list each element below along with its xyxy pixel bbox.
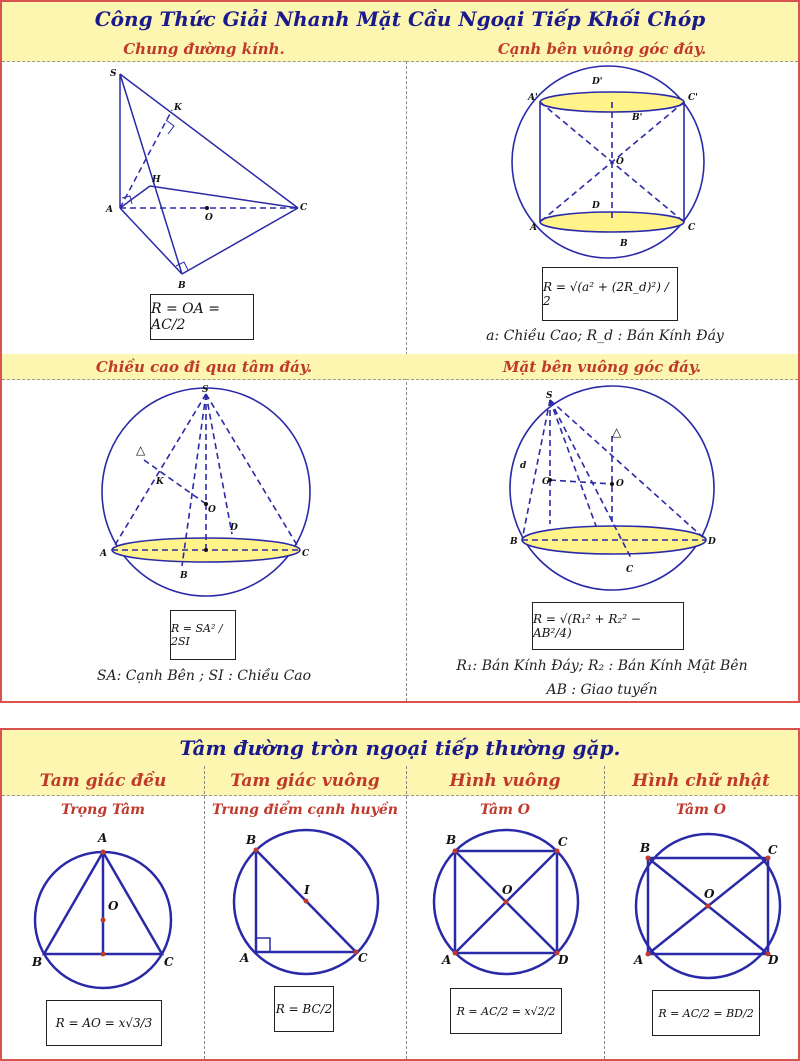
svg-text:S: S (110, 69, 117, 79)
svg-text:C: C (358, 951, 368, 965)
bottom-panel (0, 728, 800, 1061)
heading-square: Hình vuông (406, 766, 604, 796)
svg-text:K: K (174, 103, 182, 113)
svg-text:D: D (230, 523, 238, 533)
svg-text:A: A (100, 549, 107, 559)
svg-text:D: D (558, 953, 569, 967)
cell-heading-common-diameter: Chung đường kính. (2, 36, 406, 62)
svg-text:O: O (616, 157, 624, 167)
svg-text:D': D' (592, 77, 603, 87)
svg-text:O: O (704, 887, 715, 901)
svg-text:H: H (152, 175, 161, 185)
note-lateral-face: R₁: Bán Kính Đáy; R₂ : Bán Kính Mặt Bên (456, 658, 748, 674)
heading-rectangle: Hình chữ nhật (604, 766, 798, 796)
formula-lateral-edge-text: R = √(a² + (2R_d)²) / 2 (543, 280, 669, 308)
svg-text:B: B (246, 833, 257, 847)
svg-text:D: D (592, 201, 600, 211)
svg-text:B: B (640, 841, 651, 855)
svg-text:O: O (616, 479, 624, 489)
svg-text:D: D (768, 953, 779, 967)
svg-text:△: △ (136, 443, 146, 457)
svg-text:C: C (558, 835, 568, 849)
svg-text:S: S (546, 391, 553, 401)
svg-text:S: S (202, 385, 209, 395)
figure-lateral-edge (406, 62, 798, 262)
formula-rectangle (652, 990, 760, 1036)
cell-heading-lateral-edge: Cạnh bên vuông góc đáy. (406, 36, 798, 62)
note-lateral-edge: a: Chiều Cao; R_d : Bán Kính Đáy (486, 328, 724, 344)
svg-text:C': C' (688, 93, 698, 103)
figure-height-through-center (2, 380, 406, 610)
svg-text:O: O (502, 883, 513, 897)
formula-lateral-edge (542, 267, 678, 321)
svg-text:△: △ (612, 425, 622, 439)
heading-right-triangle: Tam giác vuông (204, 766, 406, 796)
bottom-title: Tâm đường tròn ngoại tiếp thường gặp. (2, 730, 798, 767)
svg-text:A: A (240, 951, 250, 965)
formula-rectangle-text: R = AC/2 = BD/2 (658, 1006, 754, 1020)
svg-text:A': A' (528, 93, 538, 103)
sub-equilateral: Trọng Tâm (61, 802, 145, 818)
cell-heading-lateral-face: Mặt bên vuông góc đáy. (406, 354, 798, 380)
note2-lateral-face: AB : Giao tuyến (546, 682, 658, 698)
svg-text:D: D (708, 537, 716, 547)
svg-text:B: B (32, 955, 43, 969)
svg-text:O: O (108, 899, 119, 913)
svg-text:B: B (620, 239, 628, 249)
formula-equilateral (46, 1000, 162, 1046)
figure-square (406, 828, 604, 998)
svg-text:C: C (688, 223, 696, 233)
svg-text:A: A (530, 223, 537, 233)
svg-text:B: B (178, 281, 186, 291)
figure-lateral-face (406, 380, 798, 600)
top-title: Công Thức Giải Nhanh Mặt Cầu Ngoại Tiếp Khối Chóp (2, 2, 798, 37)
formula-square (450, 988, 562, 1034)
note-height-through-center: SA: Cạnh Bên ; SI : Chiều Cao (96, 668, 312, 684)
formula-common-diameter (150, 294, 254, 340)
formula-common-diameter-text: R = OA = AC/2 (151, 301, 220, 333)
svg-text:C: C (626, 565, 634, 575)
svg-text:C: C (164, 955, 174, 969)
formula-square-text: R = AC/2 = x√2/2 (456, 1004, 556, 1018)
svg-text:d: d (520, 461, 527, 471)
svg-text:A: A (106, 205, 113, 215)
svg-text:A: A (442, 953, 452, 967)
formula-right-triangle (274, 986, 334, 1032)
svg-text:C: C (302, 549, 310, 559)
svg-text:A: A (98, 831, 108, 845)
svg-text:O: O (208, 505, 216, 515)
svg-text:C: C (768, 843, 778, 857)
svg-text:A: A (634, 953, 644, 967)
figure-equilateral (2, 828, 204, 998)
formula-right-triangle-text: R = BC/2 (275, 1002, 333, 1016)
sub-rectangle: Tâm O (675, 802, 727, 818)
svg-text:B: B (180, 571, 188, 581)
formula-equilateral-text: R = AO = x√3/3 (55, 1016, 153, 1030)
svg-text:I: I (304, 883, 310, 897)
formula-height-through-center (170, 610, 236, 660)
cell-heading-height-through-center: Chiều cao đi qua tâm đáy. (2, 354, 406, 380)
figure-right-triangle (204, 828, 406, 998)
heading-equilateral: Tam giác đều (2, 766, 204, 796)
figure-rectangle (604, 828, 798, 998)
svg-text:C: C (300, 203, 308, 213)
sub-right-triangle: Trung điểm cạnh huyền (212, 802, 398, 818)
formula-lateral-face-text: R = √(R₁² + R₂² − AB²/4) (533, 612, 641, 640)
svg-text:B: B (510, 537, 518, 547)
svg-text:B': B' (632, 113, 643, 123)
formula-height-through-center-text: R = SA² / 2SI (171, 622, 223, 648)
sub-square: Tâm O (479, 802, 531, 818)
svg-text:K: K (156, 477, 164, 487)
svg-text:O: O (205, 213, 213, 223)
svg-text:G: G (542, 477, 550, 487)
svg-text:B: B (446, 833, 457, 847)
formula-lateral-face (532, 602, 684, 650)
